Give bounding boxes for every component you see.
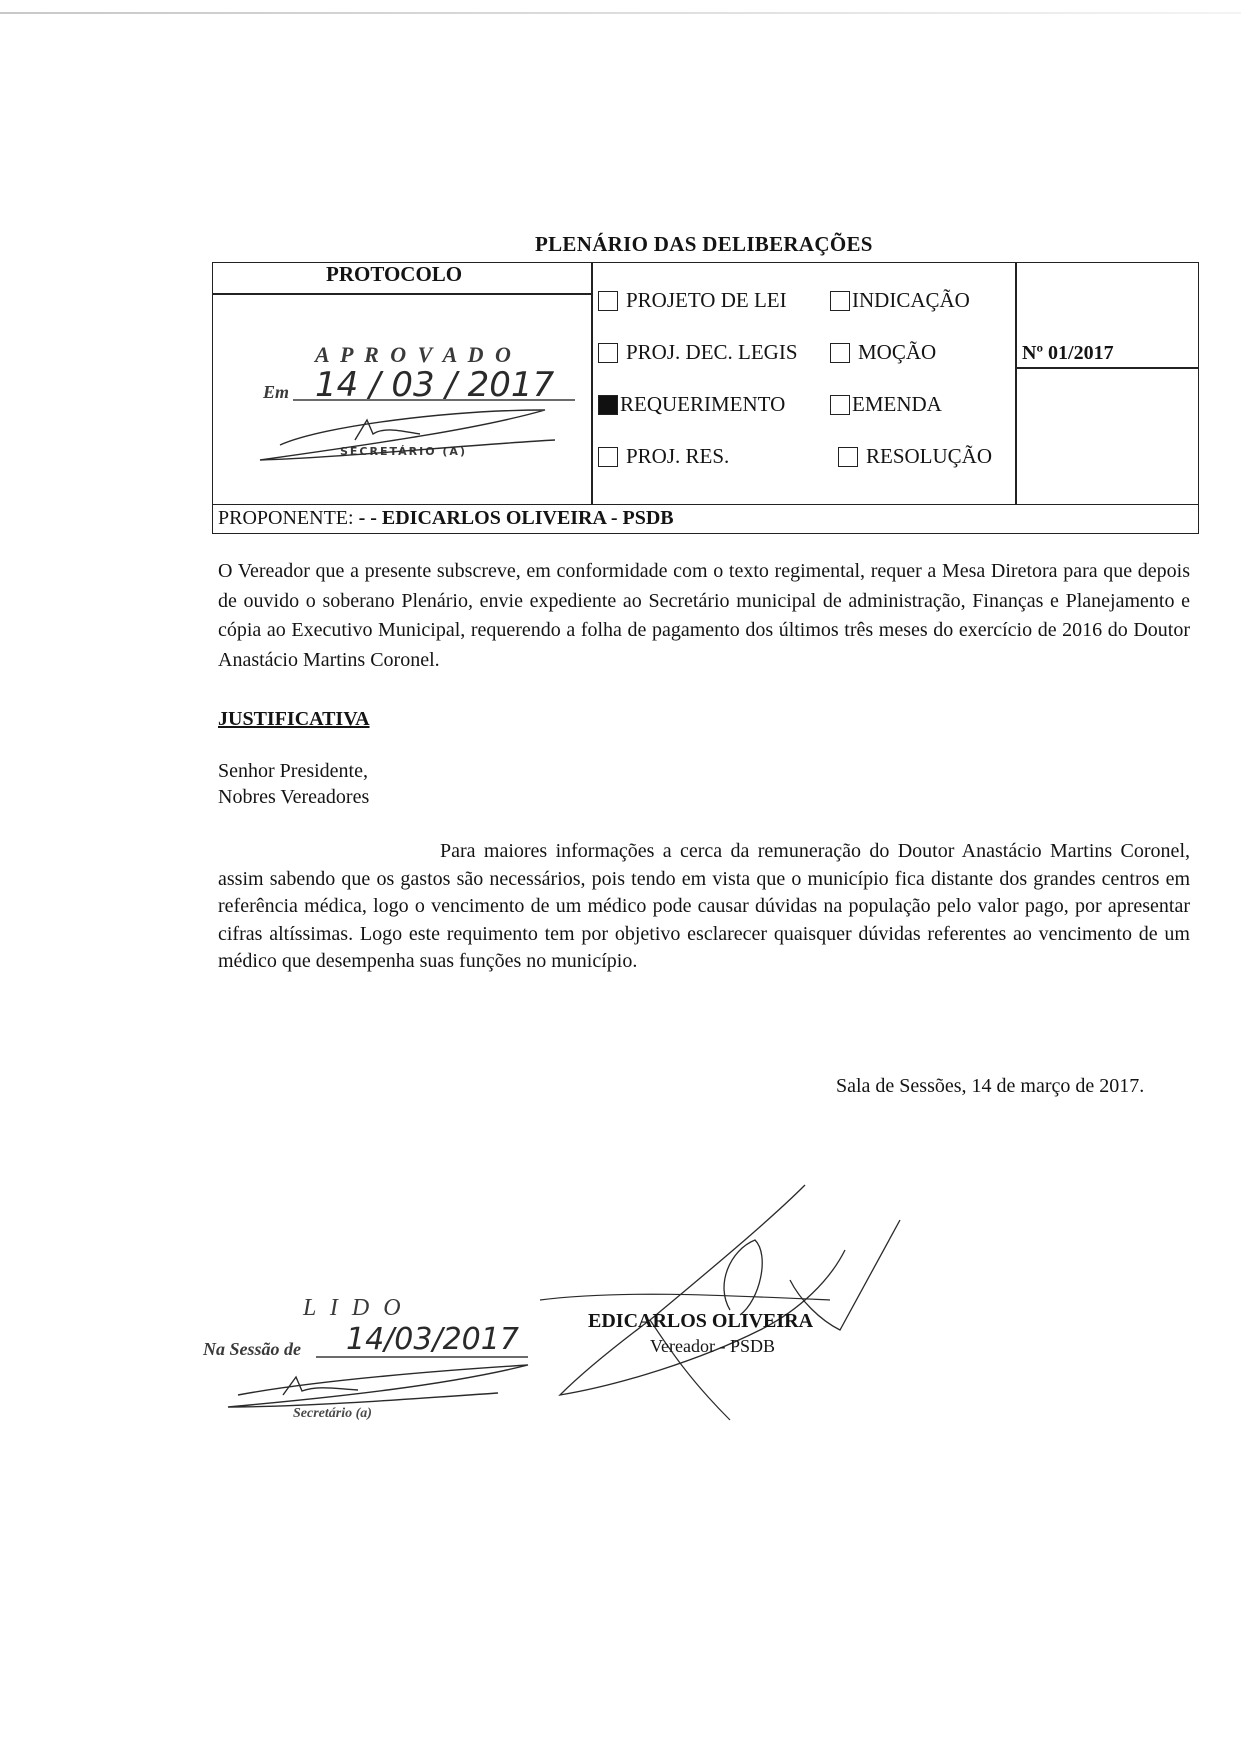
checked-checkbox	[598, 395, 618, 415]
option-resolucao	[838, 444, 992, 469]
proponente	[218, 507, 674, 530]
salutation-vereadores: Nobres Vereadores	[218, 786, 370, 808]
scan-artifact-line	[0, 12, 1241, 14]
lido-stamp	[198, 1285, 558, 1435]
salutation-president: Senhor Presidente,	[218, 760, 368, 782]
lido-word: L I D O	[303, 1295, 405, 1321]
option-label: MOÇÃO	[858, 340, 937, 364]
justificativa-body: Para maiores informações a cerca da remuneração do Doutor Anastácio Martins Coronel, assim sabendo que os gastos são necessários, pois tendo em vista que o município fica distante dos grandes centros em referência médica, logo o vencimento de um médico pode causar dúvidas na população pelo valor pago, por apresentar cifras altíssimas. Logo este requimento tem por objetivo esclarecer quaisquer dúvidas referentes ao vencimento de um médico que desempenha suas funções no município.	[218, 840, 1190, 972]
checkbox	[598, 291, 618, 311]
table-divider	[591, 262, 593, 505]
councillor-signature	[500, 1180, 920, 1430]
lido-date: 14/03/2017	[346, 1322, 519, 1357]
option-emenda	[830, 392, 942, 417]
option-requerimento	[598, 392, 785, 417]
checkbox	[830, 291, 850, 311]
table-divider	[212, 293, 592, 295]
checkbox	[598, 447, 618, 467]
signer-role: Vereador - PSDB	[650, 1336, 775, 1356]
justificativa-heading: JUSTIFICATIVA	[218, 708, 370, 730]
table-divider	[1015, 367, 1199, 369]
signer-name: EDICARLOS OLIVEIRA	[588, 1310, 814, 1332]
checkbox	[830, 395, 850, 415]
option-label: PROJ. DEC. LEGIS	[626, 340, 798, 364]
checkbox	[598, 343, 618, 363]
option-label: RESOLUÇÃO	[866, 444, 993, 468]
protocolo-label: PROTOCOLO	[326, 262, 463, 286]
body-paragraph: O Vereador que a presente subscreve, em conformidade com o texto regimental, requer a Mesa Diretora para que depois de ouvido o soberano Plenário, envie expediente ao Secretário municipal de administração, Finanças e Planejamento e cópia ao Executivo Municipal, requerendo a folha de pagamento dos últimos três meses do exercício de 2016 do Doutor Anastácio Martins Coronel.	[218, 560, 1190, 671]
aprovado-em: Em	[263, 382, 290, 402]
option-proj-dec-legis	[598, 340, 798, 365]
table-divider	[1015, 262, 1017, 505]
aprovado-word: A P R O V A D O	[315, 342, 514, 367]
place-date: Sala de Sessões, 14 de março de 2017.	[836, 1075, 1145, 1097]
checkbox	[830, 343, 850, 363]
aprovado-date: 14 / 03 / 2017	[315, 365, 555, 405]
option-label: INDICAÇÃO	[852, 288, 970, 312]
option-label: REQUERIMENTO	[620, 392, 786, 416]
option-label: PROJ. RES.	[626, 444, 730, 468]
lido-sessao: Na Sessão de	[203, 1339, 301, 1359]
document-title: PLENÁRIO DAS DELIBERAÇÕES	[535, 232, 873, 256]
proponente-label: PROPONENTE:	[218, 507, 354, 529]
lido-footer: Secretário (a)	[293, 1406, 372, 1421]
option-label: EMENDA	[852, 392, 942, 416]
checkbox	[838, 447, 858, 467]
option-indicacao	[830, 288, 970, 313]
option-proj-res	[598, 444, 729, 469]
proponente-name: - - EDICARLOS OLIVEIRA - PSDB	[358, 507, 674, 529]
document-number: Nº 01/2017	[1022, 342, 1114, 364]
option-projeto-de-lei	[598, 288, 787, 313]
option-label: PROJETO DE LEI	[626, 288, 787, 312]
option-mocao	[830, 340, 936, 365]
justificativa-text	[218, 838, 1190, 976]
aprovado-footer: SECRETÁRIO (A)	[340, 445, 467, 458]
